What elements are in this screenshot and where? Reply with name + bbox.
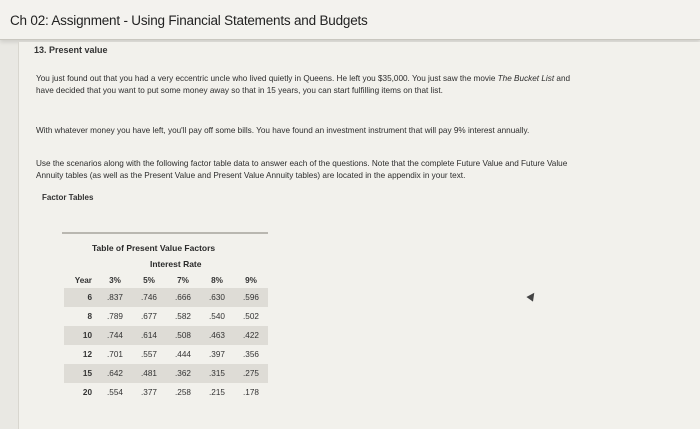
factor-cell: .789 [107, 312, 123, 321]
factor-cell: .744 [98, 326, 132, 345]
year-cell: 12 [82, 350, 92, 359]
factor-cell: .215 [209, 388, 225, 397]
table-row [64, 307, 268, 326]
paragraph-text: have decided that you want to put some money away so that in 15 years, you can start fulfilling items on that list. [36, 86, 443, 95]
factor-cell: .837 [98, 288, 132, 307]
factor-cell: .356 [243, 350, 259, 359]
factor-cell: .397 [209, 350, 225, 359]
factor-cell: .315 [200, 364, 234, 383]
factor-cell: .258 [175, 388, 191, 397]
factor-cell: .582 [175, 312, 191, 321]
factor-cell: .508 [166, 326, 200, 345]
paragraph-inheritance [36, 73, 570, 97]
column-header-rate: 9% [245, 275, 257, 285]
paragraph-text: and [554, 74, 571, 83]
factor-cell: .554 [107, 388, 123, 397]
table-row [64, 326, 268, 345]
year-cell: 8 [87, 312, 92, 321]
year-cell: 20 [82, 388, 92, 397]
paragraph-text: Use the scenarios along with the following factor table data to answer each of the questions. Note that the complete Future Value and Future Value [36, 159, 568, 168]
column-header-rate: 7% [177, 275, 189, 285]
factor-cell: .701 [107, 350, 123, 359]
factor-cell: .377 [141, 388, 157, 397]
interest-rate-caption: Interest Rate [150, 259, 202, 269]
assignment-title: Ch 02: Assignment - Using Financial Statements and Budgets [10, 13, 368, 28]
paragraph-investment: With whatever money you have left, you'll pay off some bills. You have found an investment instrument that will pay 9% interest annually. [36, 126, 530, 135]
table-row [64, 383, 268, 402]
factor-cell: .463 [200, 326, 234, 345]
factor-cell: .481 [132, 364, 166, 383]
present-value-table [64, 272, 268, 402]
factor-cell: .540 [209, 312, 225, 321]
column-header-rate: 8% [211, 275, 223, 285]
table-caption: Table of Present Value Factors [92, 243, 216, 253]
factor-cell: .614 [132, 326, 166, 345]
table-row [64, 288, 268, 307]
factor-cell: .677 [141, 312, 157, 321]
factor-cell: .362 [166, 364, 200, 383]
factor-cell: .502 [243, 312, 259, 321]
factor-cell: .178 [243, 388, 259, 397]
top-bar [0, 0, 700, 40]
factor-cell: .557 [141, 350, 157, 359]
year-cell: 15 [64, 364, 98, 383]
factor-tables-heading: Factor Tables [42, 193, 94, 202]
column-header-rate: 3% [109, 275, 121, 285]
year-cell: 10 [64, 326, 98, 345]
year-cell: 6 [64, 288, 98, 307]
factor-cell: .275 [234, 364, 268, 383]
factor-cell: .596 [234, 288, 268, 307]
factor-cell: .642 [98, 364, 132, 383]
table-row [64, 364, 268, 383]
paragraph-text: Annuity tables (as well as the Present Value and Present Value Annuity tables) are located in the appendix in your text. [36, 171, 466, 180]
factor-cell: .444 [175, 350, 191, 359]
column-header-rate: 5% [143, 275, 155, 285]
factor-cell: .746 [132, 288, 166, 307]
column-header-year: Year [74, 275, 92, 285]
factor-cell: .422 [234, 326, 268, 345]
factor-cell: .630 [200, 288, 234, 307]
factor-cell: .666 [166, 288, 200, 307]
table-top-rule [62, 232, 268, 234]
paragraph-text: You just found out that you had a very eccentric uncle who lived quietly in Queens. He left you $35,000. You just saw the movie [36, 74, 498, 83]
table-header-row [64, 272, 268, 288]
movie-title: The Bucket List [497, 74, 555, 83]
table-row [64, 345, 268, 364]
question-label: 13. Present value [34, 45, 108, 55]
paragraph-instructions [36, 158, 567, 182]
